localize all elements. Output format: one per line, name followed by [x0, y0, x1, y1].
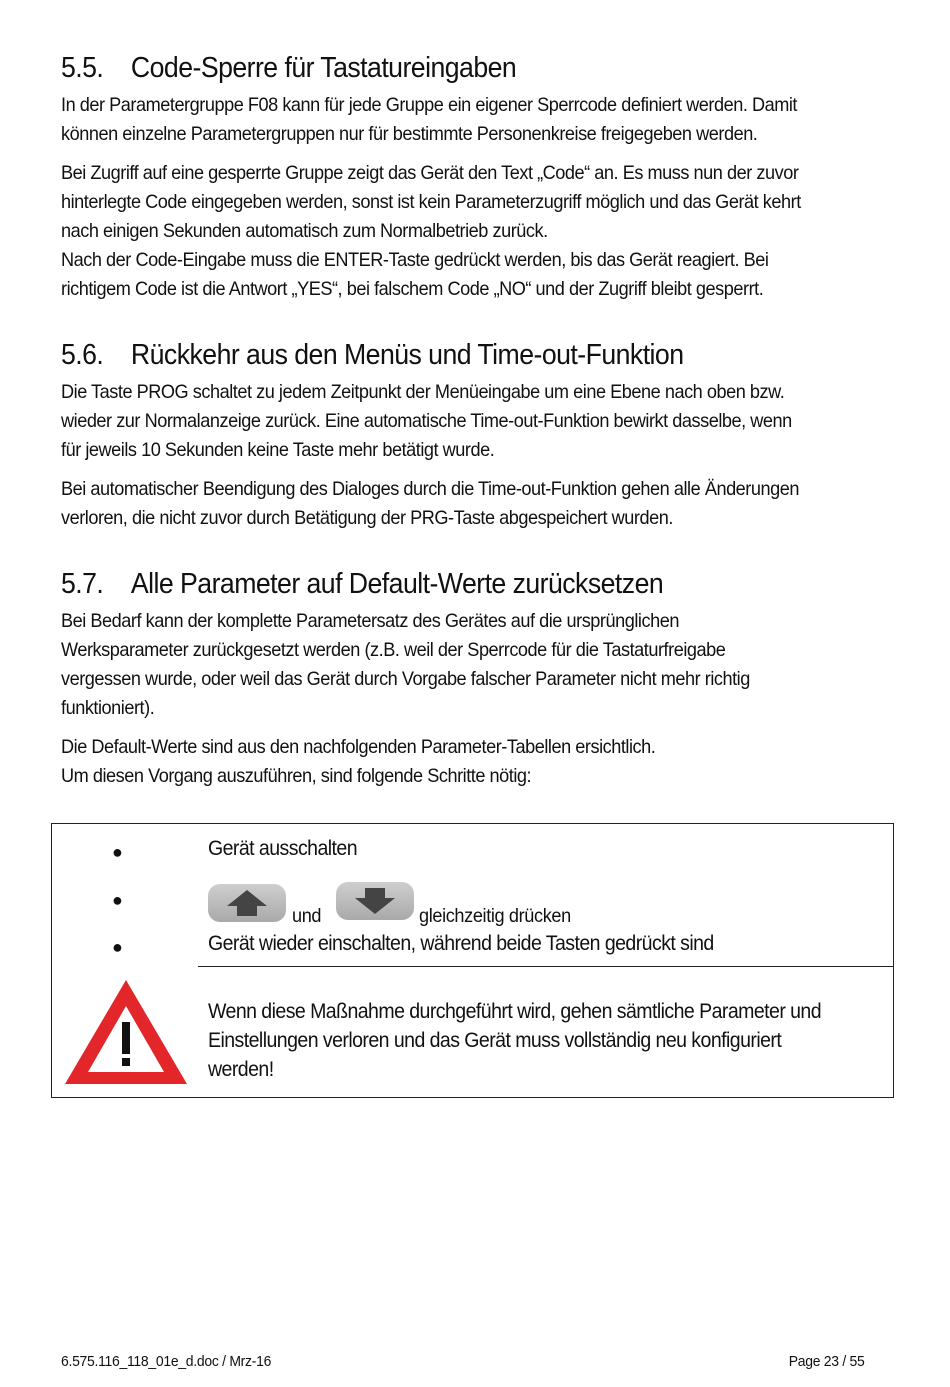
step-press-keys: [208, 884, 708, 928]
text-line: funktioniert).: [61, 697, 155, 719]
section-heading: [61, 52, 843, 85]
text-line: Bei automatischer Beendigung des Dialoges durch die Time-out-Funktion gehen alle Änderungen: [61, 478, 799, 500]
bullet-icon: ●: [112, 937, 123, 957]
paragraph: [61, 91, 912, 149]
text-line: Die Taste PROG schaltet zu jedem Zeitpunkt der Menüeingabe um eine Ebene nach oben bzw.: [61, 381, 785, 403]
text-line: Die Default-Werte sind aus den nachfolgenden Parameter-Tabellen ersichtlich.: [61, 736, 656, 758]
text-line: Werksparameter zurückgesetzt werden (z.B. weil der Sperrcode für die Tastaturfreigabe: [61, 639, 726, 661]
section-title: Code-Sperre für Tastatureingaben: [130, 52, 517, 84]
section-5-6: [61, 339, 911, 543]
footer-doc-ref: 6.575.116_118_01e_d.doc / Mrz-16: [61, 1353, 272, 1370]
text-line: verloren, die nicht zuvor durch Betätigung der PRG-Taste abgespeichert wurden.: [61, 507, 673, 529]
section-title: Alle Parameter auf Default-Werte zurücksetzen: [130, 568, 664, 600]
section-number: 5.5.: [61, 52, 104, 84]
text-line: Um diesen Vorgang auszuführen, sind folgende Schritte nötig:: [61, 765, 532, 787]
bullet-icon: ●: [112, 842, 123, 862]
and-label: und: [292, 905, 322, 927]
text-line: Nach der Code-Eingabe muss die ENTER-Taste gedrückt werden, bis das Gerät reagiert. Bei: [61, 249, 769, 271]
paragraph: [61, 475, 912, 533]
section-number: 5.7.: [61, 568, 104, 600]
reset-steps-box: [51, 823, 894, 1098]
paragraph: [61, 733, 912, 791]
text-line: werden!: [208, 1058, 274, 1081]
press-simultaneously-label: gleichzeitig drücken: [419, 905, 571, 927]
paragraph: [61, 607, 912, 723]
text-line: In der Parametergruppe F08 kann für jede Gruppe ein eigener Sperrcode definiert werden. Damit: [61, 94, 797, 116]
paragraph: [61, 159, 912, 304]
text-line: vergessen wurde, oder weil das Gerät durch Vorgabe falscher Parameter nicht mehr richtig: [61, 668, 750, 690]
arrow-up-key-icon: [208, 884, 286, 922]
warning-triangle-icon: [61, 976, 191, 1093]
step-switch-on: Gerät wieder einschalten, während beide Tasten gedrückt sind: [208, 932, 714, 955]
text-line: Bei Bedarf kann der komplette Parametersatz des Gerätes auf die ursprünglichen: [61, 610, 679, 632]
section-5-7: [61, 568, 911, 801]
text-line: Einstellungen verloren und das Gerät muss vollständig neu konfiguriert: [208, 1029, 782, 1052]
bullet-icon: ●: [112, 890, 123, 910]
paragraph: [61, 378, 912, 465]
section-number: 5.6.: [61, 339, 104, 371]
section-5-5: [61, 52, 911, 314]
section-heading: [61, 568, 843, 601]
section-title: Rückkehr aus den Menüs und Time-out-Funktion: [130, 339, 684, 371]
text-line: nach einigen Sekunden automatisch zum Normalbetrieb zurück.: [61, 220, 548, 242]
footer-page-number: Page 23 / 55: [788, 1353, 864, 1370]
step-switch-off: Gerät ausschalten: [208, 837, 358, 860]
text-line: können einzelne Parametergruppen nur für bestimmte Personenkreise freigegeben werden.: [61, 123, 758, 145]
text-line: Wenn diese Maßnahme durchgeführt wird, gehen sämtliche Parameter und: [208, 1000, 822, 1023]
text-line: Bei Zugriff auf eine gesperrte Gruppe zeigt das Gerät den Text „Code“ an. Es muss nun der zuvor: [61, 162, 799, 184]
divider: [198, 966, 893, 967]
text-line: hinterlegte Code eingegeben werden, sonst ist kein Parameterzugriff möglich und das Gerät kehrt: [61, 191, 801, 213]
text-line: wieder zur Normalanzeige zurück. Eine automatische Time-out-Funktion bewirkt dasselbe, wenn: [61, 410, 792, 432]
section-heading: [61, 339, 843, 372]
warning-text: [208, 997, 878, 1084]
text-line: für jeweils 10 Sekunden keine Taste mehr betätigt wurde.: [61, 439, 495, 461]
text-line: richtigem Code ist die Antwort „YES“, bei falschem Code „NO“ und der Zugriff bleibt gesperrt.: [61, 278, 764, 300]
arrow-down-key-icon: [336, 882, 414, 920]
